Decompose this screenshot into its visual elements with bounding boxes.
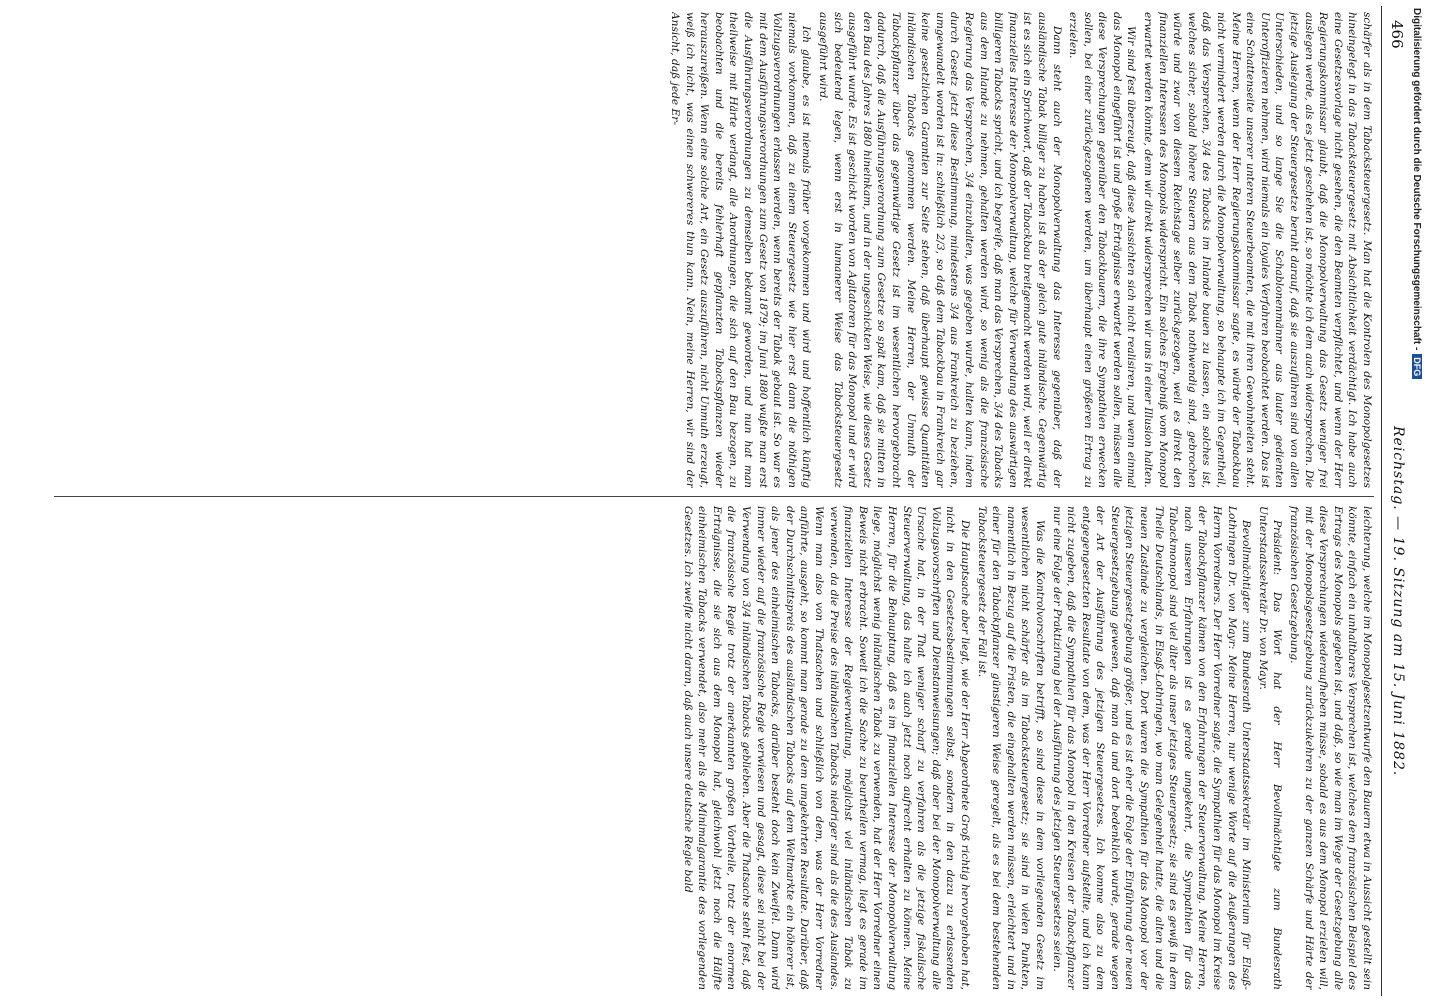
right-paragraph-speaker: Bevollmächtigter zum Bundesrath Unterstaatssekretär im Ministerium für Elsaß-Lothringen Dr. von Mayr: Meine Herren, nur wenige Worte auf die Aeußerungen des Herrn Vorredners. Der Herr Vorredner sagte, die Sympathien für das Monopol im Kreise der Tabackpflanzer kämen von den Erfahrungen der Steuerverwaltung. Meine Herren, nach unseren Erfahrungen ist es gerade umgekehrt, die Sympathien für das Tabackmonopol sind viel älter als unser jetziges Steuergesetz; sie sind es gewiß in dem Theile Deutschlands, in Elsaß-Lothringen, wo man Gelegenheit hatte, die alten und die neuen Zustände zu vergleichen. Dort waren die Sympathien für das Monopol vor der jetzigen Steuergesetzgebung größer, und es ist eher die Folge der Einführung der neuen Steuergesetzgebung gewesen, daß man da und dort bedenklich wurde, gerade wegen der Art der Ausführung des jetzigen Steuergesetzes. Ich komme also zu dem entgegengesetzten Resultate von dem, was der Herr Vorredner aufstellte, und ich kann nicht zugeben, daß die Sympathien für das Monopol in den Kreisen der Tabackpflanzer nur eine Folge der Praktizirung bei der Ausführung des jetzigen Steuergesetzes seien.: [1050, 506, 1253, 990]
column-divider: [54, 496, 1374, 497]
page-number: 466: [1388, 20, 1406, 49]
left-paragraph: Ich glaube, es ist niemals früher vorgekommen und wird und hoffentlich künftig niemals vorkommen, daß zu einem Steuergesetz wie hier erst dann die nöthigen Vollzugsverordnungen erlassen werden, wenn bereits der Tabak gebaut ist. So war es mit dem Ausführungsverordnungen zum Gesetz von 1879; im Juni 1880 wußte man erst die Ausführungsverordnungen zu demselben bekannt geworden, und nun hat man theilweise mit Härte verlangt, alle Anordnungen, die sich auf den Bau bezogen, zu beobachten und die bereits fehlerhaft gepflanzten Tabackspflanzen wieder herauszureißen. Wenn eine solche Art, ein Gesetz auszuführen, nicht Unmuth erzeugt, weiß ich nicht, was einen schwereres thun kann. Nein, meine Herren, wir sind der Ansicht, daß jede Er-: [669, 12, 813, 488]
page-header: [1378, 6, 1412, 996]
right-paragraph-president: Präsident: Das Wort hat der Herr Bevollmächtigte zum Bundesrath Unterstaatssekretär Dr. von Mayr.: [1256, 506, 1284, 990]
dfg-logo-badge: DFG: [1412, 354, 1422, 379]
left-column: [34, 12, 1374, 488]
left-paragraph: Dann steht auch der Monopolverwaltung das Interesse gegenüber, daß der ausländische Tabak billiger zu haben ist als der gleich gute inländische. Gegenwärtig ist es sich ein Sprichwort, daß der Tabackbau breitgemacht werden wird, weil er direkt finanzielles Interesse der Monopolverwaltung, welche für Verwendung des auswärtigen billigeren Tabacks spricht, und ich begreife, daß man das Versprechen, 3/4 des Tabacks aus dem Inlande zu nehmen, gehalten werden wird, so wenig als die französische Regierung das Versprechen, 3/4 einzuhalten, was gegeben wurde, halten kann, indem durch Gesetz jetzt diese Bestimmung, mindestens 3/4 aus Frankreich zu beziehen, umgewandelt worden ist in: schließlich 2/3, so daß dem Tabackbau in Frankreich gar keine gesetzlichen Garantien zur Seite stehen, daß überhaupt gewisse Quantitäten inländischen Tabacks genommen werden. Meine Herren, der Unmuth der Tabackpflanzer über das gegenwärtige Gesetz ist im wesentlichen hervorgebracht dadurch, daß die Ausführungsverordnung zum Gesetze so spät kam, daß sie mitten in den Bau des Jahres 1880 hineinkam, und in der ungeschickten Weise, wie dieses Gesetz ausgeführt wurde. Es ist geschickt worden von Agitatoren für das Monopol und er wird sich bedeutend legen, wenn erst in humanerer Weise das Tabacksteuergesetz ausgeführt wird.: [817, 12, 1063, 488]
right-paragraph: leichterung, welche im Monopolgesetzentwurfe den Bauern etwa in Aussicht gestellt sein könnte, einfach ein unhaltbares Versprechen ist, welches dem französischen Beispiel des Ertrags des Monopols gegeben ist, und daß, so wie man im Wege der Gesetzgebung alle diese Versprechungen wiederaufheben müsse, sobald es aus dem Monopol erzielen will, mit der Monopolsgesetzgebung zurückzukehren zu der ganzen Schärfe und Härte der französischen Gesetzgebung.: [1288, 506, 1373, 990]
header-rule: [1381, 6, 1382, 996]
digitization-credit: [1408, 8, 1422, 988]
right-paragraph: Was die Kontrolvorschriften betrifft, so sind diese in dem vorliegenden Gesetz im wesentlichen nicht schärfer als im Tabacksteuergesetz; sie sind in vielen Punkten, namentlich in Bezug auf die Fristen, die eingehalten werden müssen, erleichtert und in einer für den Tabackpflanzer günstigeren Weise geregelt, als es bei dem bestehenden Tabacksteuergesetz der Fall ist.: [975, 506, 1046, 990]
credit-text: Digitalisierung gefördert durch die Deutsche Forschungsgemeinschaft -: [1411, 8, 1422, 351]
right-column: [34, 506, 1374, 990]
left-paragraph: schärfer als in dem Tabacksteuergesetz. Man hat die Kontrolen des Monopolgesetzes hineingelegt in das Tabacksteuergesetz mit Absichtlichkeit verdächtigt. Ich habe auch eine Gesetzesvorlage nicht gesehen, die den Beamten verpflichtet, und wenn der Herr Regierungskommissar glaubt, daß die Monopolverwaltung das Gesetz weniger frei auslegen werde, als es jetzt geschehen ist, so möchte ich dem auch widersprechen. Die jetzige Auslegung der Steuergesetze beruht darauf, daß sie auszuführen sind von allen Unterschieden, und so lange Sie die Schablonenmänner aus lauter gedienten Unteroffizieren nehmen, wird niemals ein loyales Verfahren beobachtet werden. Das ist eine Schattenseite unserer unteren Steuerbeamten, die mit ihren Gewohnheiten steht. Meine Herren, wenn der Herr Regierungskommissar sagte, es würde der Tabackbau nicht vermindert werden durch die Monopolverwaltung, so behaupte ich im Gegentheil, daß das Versprechen, 3/4 des Tabacks im Inlande bauen zu lassen, ein solches ist, welches sicher, sobald höhere Steuern aus dem Tabak nothwendig sind, gebrochen würde und zwar von diesem Reichstage selber zurückgezogen, weil es direkt den finanziellen Interessen des Monopols widerspricht. Ein solches Ergebniß vom Monopol erwartet werden könnte, denn wir direkt widersprechen wir uns in einer Illusion halten.: [1142, 12, 1373, 488]
rotated-page-content: [7, 6, 1412, 996]
right-paragraph: Die Hauptsache aber liegt, wie der Herr Abgeordnete Groß richtig hervorgehoben hat, nicht in den Gesetzesbestimmungen selbst, sondern in den dazu zu erlassenden Vollzugsvorschriften und Dienstanweisungen; daß aber bei der Monopolverwaltung alle Ursache hat, in der That weniger scharf zu verfahren als die jetzige fiskalische Steuerverwaltung, das halte ich auch jetzt noch aufrecht erhalten zu können. Meine Herren, für die Behauptung, daß es im finanziellen Interesse der Monopolverwaltung liege, möglichst wenig inländischen Tabak zu verwenden, hat der Herr Vorredner einen Beweis nicht erbracht. Soweit ich die Sache zu beurtheilen vermag, liegt es gerade im finanziellen Interesse der Regieverwaltung, möglichst viel inländischen Tabak zu verwenden, da die Preise des inländischen Tabacks niedriger sind als die des Auslandes. Wenn man also von Thatsachen und schließlich von dem, was der Herr Vorredner anführte, ausgeht, so kommt man gerade zu dem umgekehrten Resultate. Darüber, daß der Durchschnittspreis des ausländischen Tabacks auf dem Weltmarkte ein höherer ist, als jener des einheimischen Tabacks, darüber besteht doch kein Zweifel. Dann wird immer wieder auf die französische Regie verwiesen und gesagt, diese sei nicht bei der Verwendung von 3/4 inländischen Tabacks geblieben. Aber die Thatsache steht fest, daß die französische Regie trotz der anerkannten großen Vortheile, trotz der enormen Erträgnisse, die sie sich aus dem Monopol hat, gleichwohl jetzt noch die Hälfte einheimischen Tabacks verwendet, also mehr als die Minimalgarantie des vorliegenden Gesetzes. Ich zweifle nicht daran, daß auch unsere deutsche Regie bald: [681, 506, 971, 990]
running-title: Reichstag. — 19. Sitzung am 15. Juni 1882.: [1390, 426, 1406, 777]
left-paragraph: Wir sind fest überzeugt, daß diese Aussichten sich nicht realisiren, und wenn einmal das Monopol eingeführt ist und große Erträgnisse erwartet werden sollen, müssen alle diese Versprechungen gegenüber den Tabackbauern, die ihre Sympathien erwecken sollen, bei einer zurückgezogenen werden, um überhaupt einen größeren Ertrag zu erzielen.: [1067, 12, 1138, 488]
